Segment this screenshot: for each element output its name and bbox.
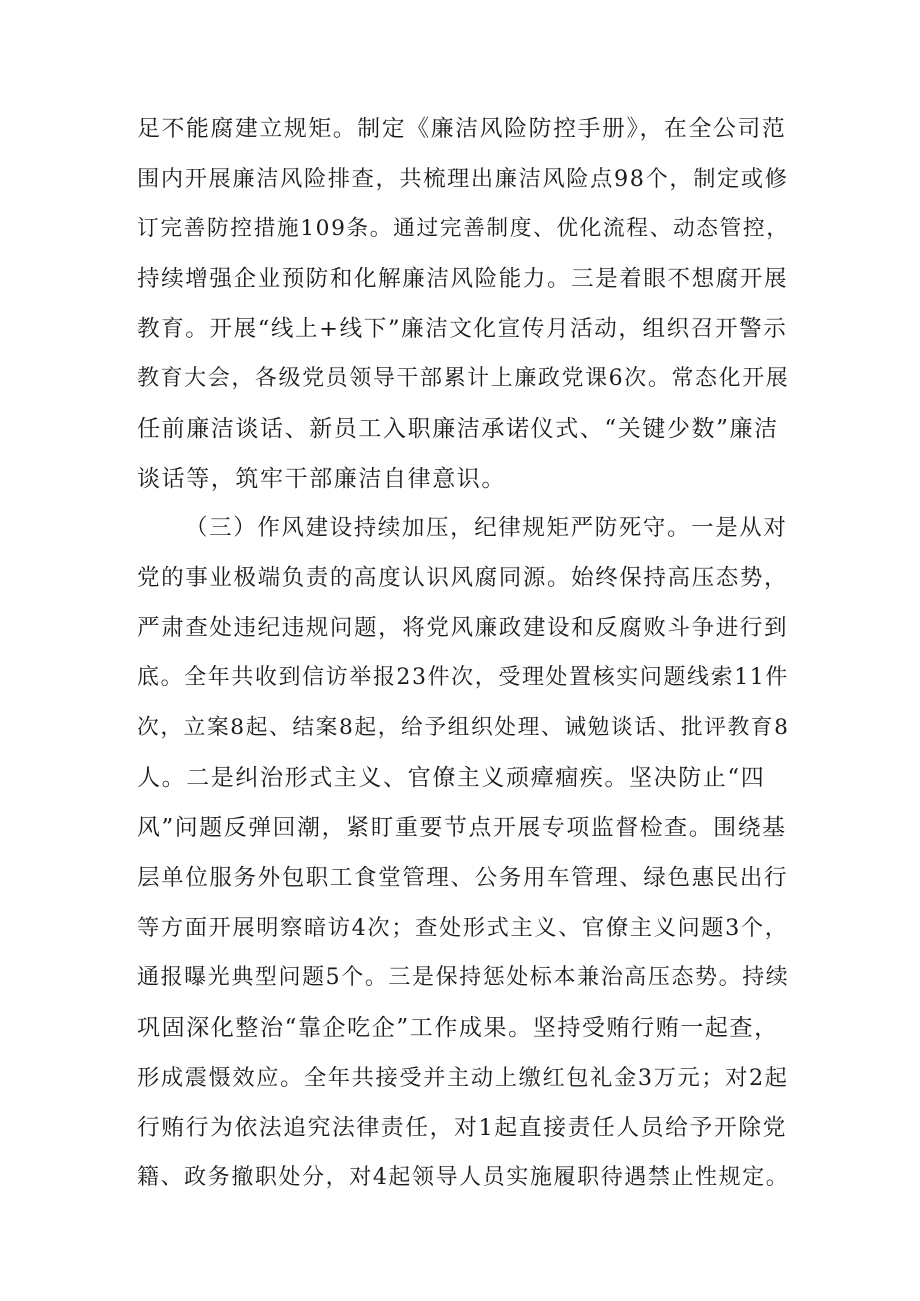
paragraph-line: 严肃查处违纪违规问题，将党风廉政建设和反腐败斗争进行到 xyxy=(137,615,789,641)
paragraph-line: 教育。开展“线上+线下”廉洁文化宣传月活动，组织召开警示 xyxy=(137,316,788,342)
paragraph-line: 底。全年共收到信访举报23件次，受理处置核实问题线索11件 xyxy=(137,665,789,690)
paragraph-1 xyxy=(137,104,790,504)
paragraph-line: 等方面开展明察暗访4次；查处形式主义、官僚主义问题3个， xyxy=(137,915,789,941)
paragraph-line: 围内开展廉洁风险排查，共梳理出廉洁风险点98个，制定或修 xyxy=(137,166,789,192)
paragraph-2 xyxy=(137,503,790,1203)
section-heading-line: （三）作风建设持续加压，纪律规矩严防死守。一是从对 xyxy=(185,515,788,541)
paragraph-line: 层单位服务外包职工食堂管理、公务用车管理、绿色惠民出行 xyxy=(137,865,789,891)
paragraph-line: 订完善防控措施109条。通过完善制度、优化流程、动态管控， xyxy=(137,216,790,241)
paragraph-line: 足不能腐建立规矩。制定《廉洁风险防控手册》，在全公司范 xyxy=(137,116,787,142)
paragraph-line: 党的事业极端负责的高度认识风腐同源。始终保持高压态势， xyxy=(137,565,789,591)
paragraph-line: 教育大会，各级党员领导干部累计上廉政党课6次。常态化开展 xyxy=(137,366,790,391)
paragraph-line: 谈话等，筑牢干部廉洁自律意识。 xyxy=(137,466,506,492)
paragraph-line: 籍、政务撤职处分，对4起领导人员实施履职待遇禁止性规定。 xyxy=(137,1165,790,1190)
paragraph-line: 次，立案8起、结案8起，给予组织处理、诫勉谈话、批评教育8 xyxy=(137,715,790,740)
paragraph-line: 巩固深化整治“靠企吃企”工作成果。坚持受贿行贿一起查， xyxy=(137,1015,779,1041)
paragraph-line: 人。二是纠治形式主义、官僚主义顽瘴痼疾。坚决防止“四 xyxy=(137,765,766,791)
paragraph-line: 通报曝光典型问题5个。三是保持惩处标本兼治高压态势。持续 xyxy=(137,965,790,990)
paragraph-line: 风”问题反弹回潮，紧盯重要节点开展专项监督检查。围绕基 xyxy=(137,815,787,841)
paragraph-line: 持续增强企业预防和化解廉洁风险能力。三是着眼不想腐开展 xyxy=(137,266,789,292)
paragraph-line: 形成震慑效应。全年共接受并主动上缴红包礼金3万元；对2起 xyxy=(137,1065,789,1091)
paragraph-line: 任前廉洁谈话、新员工入职廉洁承诺仪式、“关键少数”廉洁 xyxy=(137,416,779,442)
paragraph-line: 行贿行为依法追究法律责任，对1起直接责任人员给予开除党 xyxy=(137,1115,788,1141)
